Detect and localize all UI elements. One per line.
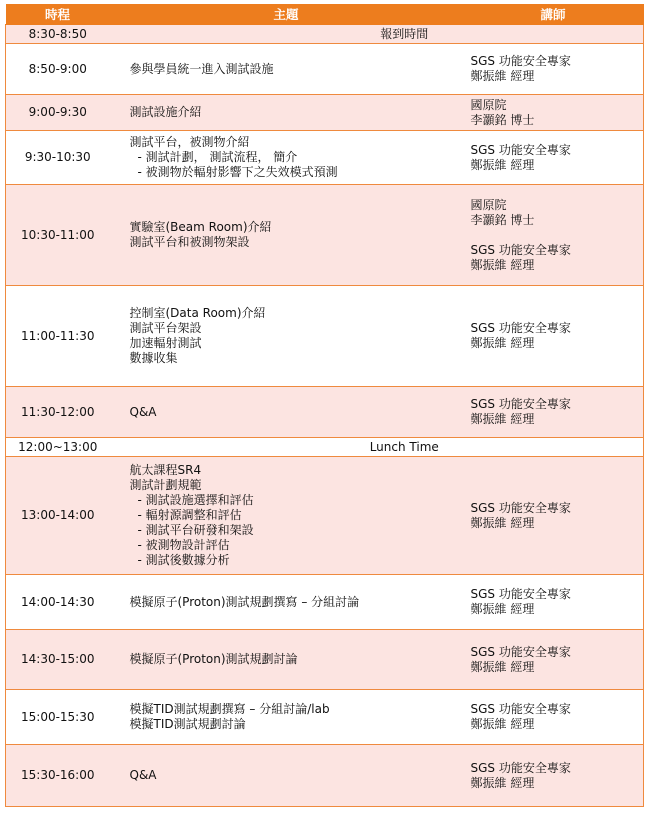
header-time: 時程 <box>6 4 110 25</box>
schedule-row <box>6 387 644 438</box>
schedule-table <box>5 4 644 807</box>
topic-line: 航太課程SR4 <box>129 463 202 477</box>
schedule-row <box>6 438 644 457</box>
speaker-line: 國原院 <box>470 197 507 212</box>
topic-cell <box>110 387 463 438</box>
schedule-row <box>6 745 644 807</box>
speaker-line: 鄭振維 經理 <box>470 69 535 83</box>
schedule-row <box>6 25 644 44</box>
topic-cell <box>110 575 463 630</box>
topic-cell <box>110 457 463 575</box>
speaker-line: 鄭振維 經理 <box>470 775 535 790</box>
speaker-line: SGS 功能安全專家 <box>470 142 571 157</box>
topic-line: 實驗室(Beam Room)介紹 <box>129 220 272 234</box>
topic-line: - 測試後數據分析 <box>137 553 230 567</box>
topic-cell <box>110 95 463 131</box>
topic-line: 模擬原子(Proton)測試規劃討論 <box>129 652 298 666</box>
topic-cell <box>110 185 463 286</box>
speaker-line: 鄭振維 經理 <box>470 336 535 350</box>
schedule-row <box>6 131 644 185</box>
time-cell: 11:30-12:00 <box>6 387 110 438</box>
topic-line: - 輻射源調整和評估 <box>137 508 242 522</box>
speaker-cell <box>463 387 644 438</box>
speaker-line <box>471 228 644 243</box>
speaker-cell <box>463 630 644 690</box>
speaker-cell <box>463 185 644 286</box>
topic-cell <box>110 131 463 185</box>
header-row <box>6 4 644 25</box>
topic-cell <box>110 630 463 690</box>
header-speaker: 講師 <box>463 4 644 25</box>
topic-line: 測試平台架設 <box>129 321 202 335</box>
speaker-line: 國原院 <box>470 97 507 112</box>
speaker-line: SGS 功能安全專家 <box>470 760 571 775</box>
time-cell: 12:00~13:00 <box>6 438 110 457</box>
session-note: 報到時間 <box>380 26 429 41</box>
speaker-line: 鄭振維 經理 <box>470 157 535 172</box>
topic-cell <box>110 690 463 745</box>
session-note-cell <box>110 438 644 457</box>
topic-line: 模擬原子(Proton)測試規劃撰寫 – 分組討論 <box>129 594 360 609</box>
header-topic: 主題 <box>110 4 463 25</box>
speaker-line: 李灝銘 博士 <box>470 112 535 127</box>
topic-line: 模擬TID測試規劃撰寫 – 分組討論/lab <box>129 702 330 716</box>
topic-line: - 被測物設計評估 <box>137 538 230 552</box>
speaker-line: SGS 功能安全專家 <box>470 242 571 257</box>
speaker-cell <box>463 286 644 387</box>
schedule-row <box>6 185 644 286</box>
topic-line: - 被測物於輻射影響下之失效模式預測 <box>137 165 338 179</box>
schedule-row <box>6 630 644 690</box>
schedule-row <box>6 690 644 745</box>
time-cell: 10:30-11:00 <box>6 185 110 286</box>
topic-line: 控制室(Data Room)介紹 <box>129 306 266 320</box>
speaker-line: 李灝銘 博士 <box>470 212 535 227</box>
speaker-line: 鄭振維 經理 <box>470 412 535 426</box>
speaker-line: SGS 功能安全專家 <box>470 54 571 68</box>
topic-line: Q&A <box>129 404 157 419</box>
time-cell: 14:00-14:30 <box>6 575 110 630</box>
schedule-body <box>6 25 644 807</box>
topic-cell <box>110 286 463 387</box>
speaker-line: 鄭振維 經理 <box>470 602 535 616</box>
topic-line: 參與學員統一進入測試設施 <box>129 61 274 76</box>
speaker-line: 鄭振維 經理 <box>470 717 535 731</box>
session-note-cell <box>110 25 644 44</box>
time-cell: 15:00-15:30 <box>6 690 110 745</box>
topic-line: 測試平台和被測物架設 <box>129 235 250 249</box>
time-cell: 9:30-10:30 <box>6 131 110 185</box>
topic-line: 模擬TID測試規劃討論 <box>129 717 246 731</box>
time-cell: 14:30-15:00 <box>6 630 110 690</box>
speaker-line: 鄭振維 經理 <box>470 257 535 272</box>
speaker-line: SGS 功能安全專家 <box>470 321 571 335</box>
speaker-line: SGS 功能安全專家 <box>470 587 571 601</box>
schedule-row <box>6 95 644 131</box>
topic-line: Q&A <box>129 768 157 782</box>
speaker-cell <box>463 95 644 131</box>
time-cell: 11:00-11:30 <box>6 286 110 387</box>
topic-line: - 測試計劃， 測試流程， 簡介 <box>137 150 298 164</box>
topic-line: 測試設施介紹 <box>129 105 202 119</box>
topic-line: 測試平台，被測物介紹 <box>129 135 250 149</box>
speaker-line: 鄭振維 經理 <box>470 659 535 674</box>
speaker-cell <box>463 575 644 630</box>
time-cell: 15:30-16:00 <box>6 745 110 807</box>
speaker-line: SGS 功能安全專家 <box>470 397 571 411</box>
schedule-row <box>6 44 644 95</box>
speaker-cell <box>463 131 644 185</box>
topic-cell <box>110 44 463 95</box>
time-cell: 13:00-14:00 <box>6 457 110 575</box>
topic-line: 加速輻射測試 <box>129 336 202 350</box>
topic-line: 測試計劃規範 <box>129 478 202 492</box>
time-cell: 9:00-9:30 <box>6 95 110 131</box>
speaker-cell <box>463 745 644 807</box>
schedule-row <box>6 286 644 387</box>
speaker-line: SGS 功能安全專家 <box>470 644 571 659</box>
schedule-row <box>6 457 644 575</box>
speaker-line: SGS 功能安全專家 <box>470 500 571 515</box>
speaker-cell <box>463 44 644 95</box>
speaker-cell <box>463 457 644 575</box>
time-cell: 8:30-8:50 <box>6 25 110 44</box>
topic-line: 數據收集 <box>129 351 178 365</box>
session-note: Lunch Time <box>369 439 439 454</box>
speaker-line: SGS 功能安全專家 <box>470 702 571 716</box>
topic-line: - 測試平台研發和架設 <box>137 523 254 537</box>
schedule-row <box>6 575 644 630</box>
topic-line: - 測試設施選擇和評估 <box>137 493 254 507</box>
speaker-line: 鄭振維 經理 <box>470 515 535 530</box>
speaker-cell <box>463 690 644 745</box>
time-cell: 8:50-9:00 <box>6 44 110 95</box>
topic-cell <box>110 745 463 807</box>
